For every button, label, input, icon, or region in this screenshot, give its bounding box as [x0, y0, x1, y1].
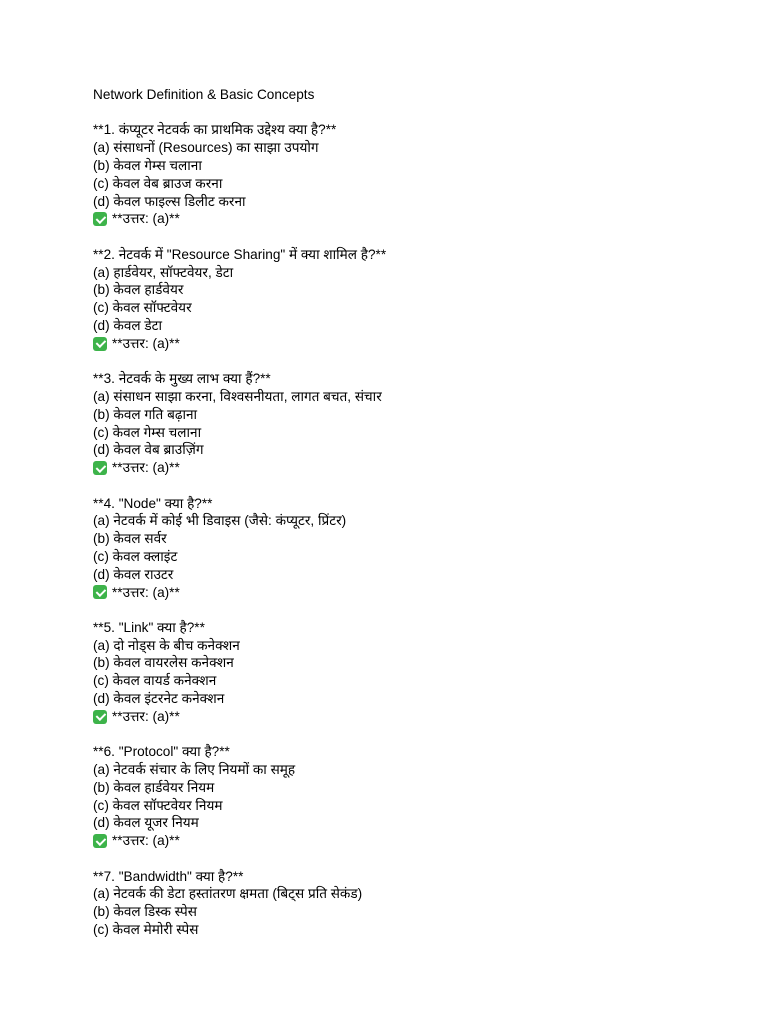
option-c: (c) केवल मेमोरी स्पेस: [93, 922, 199, 938]
check-mark-icon: [93, 585, 107, 599]
option-d: (d) केवल फाइल्स डिलीट करना: [93, 193, 246, 209]
check-mark-icon: [93, 461, 107, 475]
option-b: (b) केवल गति बढ़ाना: [93, 406, 198, 422]
option-a: (a) नेटवर्क की डेटा हस्तांतरण क्षमता (बिट्स प्रति सेकंड): [93, 886, 363, 902]
question-6: [93, 743, 733, 850]
document-page: [93, 86, 733, 956]
document-title: Network Definition & Basic Concepts: [93, 87, 315, 102]
check-mark-icon: [93, 710, 107, 724]
option-b: (b) केवल वायरलेस कनेक्शन: [93, 655, 234, 671]
option-c: (c) केवल वायर्ड कनेक्शन: [93, 673, 217, 689]
option-a: (a) हार्डवेयर, सॉफ्टवेयर, डेटा: [93, 264, 234, 280]
check-mark-icon: [93, 212, 107, 226]
question-2: [93, 246, 733, 353]
option-c: (c) केवल सॉफ्टवेयर नियम: [93, 797, 223, 813]
option-a: (a) संसाधनों (Resources) का साझा उपयोग: [93, 140, 319, 156]
question-text: **7. "Bandwidth" क्या है?**: [93, 868, 244, 884]
option-d: (d) केवल यूजर नियम: [93, 815, 199, 831]
answer-text: **उत्तर: (a)**: [112, 708, 180, 724]
question-4: [93, 495, 733, 602]
question-text: **3. नेटवर्क के मुख्य लाभ क्या हैं?**: [93, 371, 271, 387]
check-mark-icon: [93, 337, 107, 351]
option-c: (c) केवल सॉफ्टवेयर: [93, 300, 192, 316]
answer-text: **उत्तर: (a)**: [112, 584, 180, 600]
question-text: **6. "Protocol" क्या है?**: [93, 744, 230, 760]
option-c: (c) केवल गेम्स चलाना: [93, 424, 202, 440]
question-7: [93, 868, 733, 939]
option-b: (b) केवल डिस्क स्पेस: [93, 904, 197, 920]
question-text: **2. नेटवर्क में "Resource Sharing" में क्या शामिल है?**: [93, 246, 387, 262]
answer-line: [93, 708, 733, 726]
option-b: (b) केवल सर्वर: [93, 531, 167, 547]
option-d: (d) केवल वेब ब्राउज़िंग: [93, 442, 204, 458]
option-a: (a) संसाधन साझा करना, विश्वसनीयता, लागत बचत, संचार: [93, 388, 382, 404]
answer-text: **उत्तर: (a)**: [112, 460, 180, 476]
question-5: [93, 619, 733, 726]
option-d: (d) केवल राउटर: [93, 566, 174, 582]
answer-line: [93, 584, 733, 602]
question-text: **5. "Link" क्या है?**: [93, 619, 205, 635]
answer-line: [93, 832, 733, 850]
answer-text: **उत्तर: (a)**: [112, 211, 180, 227]
answer-line: [93, 459, 733, 477]
option-b: (b) केवल हार्डवेयर: [93, 282, 184, 298]
check-mark-icon: [93, 834, 107, 848]
answer-text: **उत्तर: (a)**: [112, 833, 180, 849]
option-c: (c) केवल वेब ब्राउज करना: [93, 175, 223, 191]
answer-line: [93, 210, 733, 228]
option-c: (c) केवल क्लाइंट: [93, 548, 178, 564]
question-1: [93, 121, 733, 228]
option-d: (d) केवल डेटा: [93, 317, 163, 333]
option-d: (d) केवल इंटरनेट कनेक्शन: [93, 691, 225, 707]
option-a: (a) नेटवर्क में कोई भी डिवाइस (जैसे: कंप्यूटर, प्रिंटर): [93, 513, 347, 529]
question-3: [93, 370, 733, 477]
option-b: (b) केवल गेम्स चलाना: [93, 157, 202, 173]
option-a: (a) नेटवर्क संचार के लिए नियमों का समूह: [93, 762, 296, 778]
question-text: **1. कंप्यूटर नेटवर्क का प्राथमिक उद्देश्य क्या है?**: [93, 122, 337, 138]
answer-text: **उत्तर: (a)**: [112, 335, 180, 351]
option-a: (a) दो नोड्स के बीच कनेक्शन: [93, 637, 240, 653]
option-b: (b) केवल हार्डवेयर नियम: [93, 779, 215, 795]
answer-line: [93, 335, 733, 353]
question-text: **4. "Node" क्या है?**: [93, 495, 213, 511]
